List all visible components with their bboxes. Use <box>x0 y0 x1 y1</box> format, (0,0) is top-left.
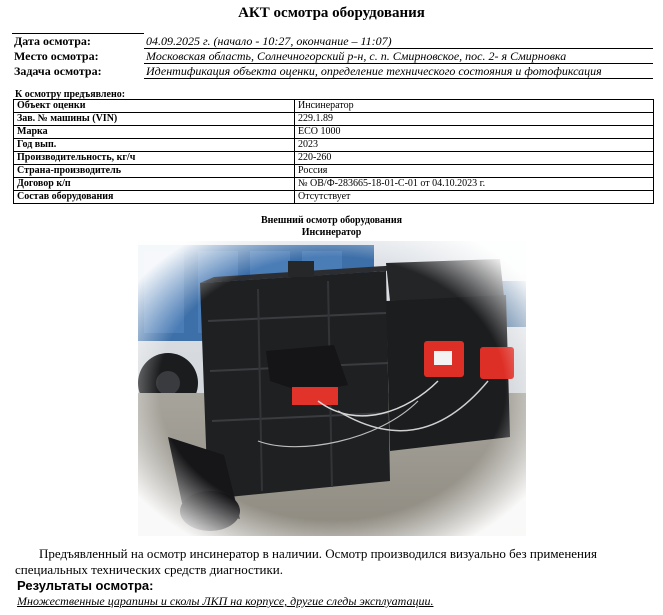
spec-value: Инсинератор <box>295 100 654 113</box>
results-title: Результаты осмотра: <box>17 578 154 593</box>
spec-label: Договор к/п <box>14 178 295 191</box>
meta-row-date <box>12 34 653 49</box>
spec-value: ECO 1000 <box>295 126 654 139</box>
incinerator-photo <box>138 241 526 536</box>
results-text: Множественные царапины и сколы ЛКП на корпусе, другие следы эксплуатации. <box>17 594 434 608</box>
spec-label: Страна-производитель <box>14 165 295 178</box>
inspection-text: Предъявленный на осмотр инсинератор в наличии. Осмотр производился визуально без применения специальных технических средств диагностики. <box>15 546 597 577</box>
equipment-spec-table <box>13 99 654 204</box>
spec-value: 229.1.89 <box>295 113 654 126</box>
document-title: АКТ осмотра оборудования <box>238 5 425 21</box>
spec-row <box>14 165 654 178</box>
spec-label: Марка <box>14 126 295 139</box>
presented-label: К осмотру предъявлено: <box>15 89 126 100</box>
spec-label: Зав. № машины (VIN) <box>14 113 295 126</box>
meta-value-place: Московская область, Солнечногорский р-н, с. п. Смирновское, пос. 2- я Смирновка <box>144 48 653 63</box>
spec-row <box>14 152 654 165</box>
spec-label: Год вып. <box>14 139 295 152</box>
spec-value: Отсутствует <box>295 191 654 204</box>
spec-value: 2023 <box>295 139 654 152</box>
meta-value-date: 04.09.2025 г. (начало - 10:27, окончание – 11:07) <box>144 34 653 49</box>
meta-row-place <box>12 48 653 63</box>
spec-row <box>14 126 654 139</box>
photo-section-title: Внешний осмотр оборудования <box>261 215 402 226</box>
spec-label: Объект оценки <box>14 100 295 113</box>
spec-row <box>14 100 654 113</box>
spec-row <box>14 113 654 126</box>
meta-label-place: Место осмотра: <box>14 48 99 63</box>
spec-label: Состав оборудования <box>14 191 295 204</box>
spec-row <box>14 191 654 204</box>
spec-row <box>14 178 654 191</box>
spec-label: Производительность, кг/ч <box>14 152 295 165</box>
incinerator-illustration <box>138 241 526 536</box>
meta-label-date: Дата осмотра: <box>12 34 144 49</box>
spec-value: Россия <box>295 165 654 178</box>
meta-row-task <box>12 63 653 78</box>
meta-label-task: Задача осмотра: <box>14 63 102 78</box>
photo-caption: Инсинератор <box>301 227 362 238</box>
spec-value: № ОВ/Ф-283665-18-01-С-01 от 04.10.2023 г. <box>295 178 654 191</box>
meta-value-task: Идентификация объекта оценки, определение технического состояния и фотофиксация <box>144 63 653 78</box>
spec-value: 220-260 <box>295 152 654 165</box>
inspection-meta-table <box>12 33 653 79</box>
spec-row <box>14 139 654 152</box>
